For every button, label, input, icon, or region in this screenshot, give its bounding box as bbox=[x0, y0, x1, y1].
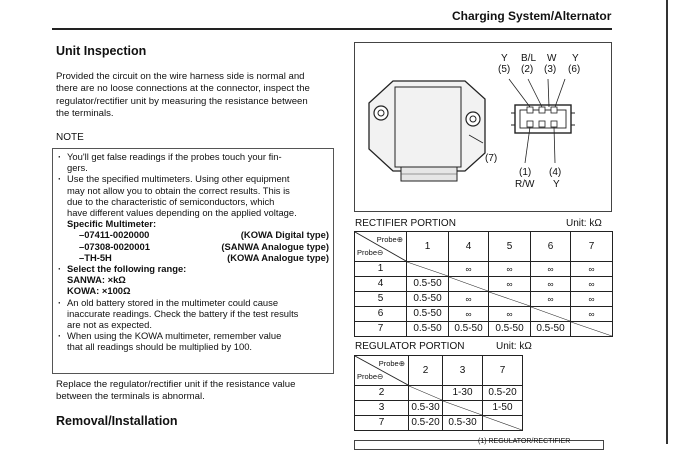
table-row bbox=[355, 322, 613, 337]
terminal-4-color: Y bbox=[553, 179, 560, 190]
resistance-cell: 0.5-50 bbox=[407, 307, 449, 322]
resistance-cell: 0.5-50 bbox=[489, 322, 531, 337]
note-bullet-range: · Select the following range: SANWA: ×kΩ KOWA: ×100Ω bbox=[57, 263, 329, 297]
terminal-1-number: (1) bbox=[519, 167, 532, 178]
resistance-cell: ∞ bbox=[531, 262, 571, 277]
terminal-4-number: (4) bbox=[549, 167, 562, 178]
note-bullet-battery: · An old battery stored in the multimeter could cause inaccurate readings. Check the battery if the test results are not as expected. bbox=[57, 297, 329, 331]
resistance-cell: ∞ bbox=[571, 277, 613, 292]
row-header: 7 bbox=[355, 322, 407, 337]
resistance-cell: ∞ bbox=[531, 292, 571, 307]
regulator-portion-title: REGULATOR PORTION bbox=[355, 341, 465, 352]
bottom-caption: (1) REGULATOR/RECTIFIER bbox=[478, 438, 571, 445]
resistance-cell: 0.5-50 bbox=[449, 322, 489, 337]
terminal-5-number: (5) bbox=[498, 64, 511, 75]
resistance-cell: 0.5-50 bbox=[407, 292, 449, 307]
resistance-cell: ∞ bbox=[489, 262, 531, 277]
resistance-cell: ∞ bbox=[571, 292, 613, 307]
table-row bbox=[355, 307, 613, 322]
specific-multimeter-heading: Specific Multimeter: bbox=[67, 218, 157, 230]
terminal-6-color: Y bbox=[572, 53, 579, 64]
row-header: 7 bbox=[355, 416, 409, 431]
terminal-2-number: (2) bbox=[521, 64, 534, 75]
diagonal-cell bbox=[483, 416, 523, 431]
diagonal-cell bbox=[449, 277, 489, 292]
column-header: 7 bbox=[571, 232, 613, 262]
resistance-cell: ∞ bbox=[449, 307, 489, 322]
note-bullet-kowa: · When using the KOWA multimeter, remember value that all readings should be multiplied by 100. bbox=[57, 330, 329, 352]
table-row bbox=[355, 292, 613, 307]
header-rule bbox=[52, 28, 612, 30]
multimeter-row: –07308-0020001 (SANWA Analogue type) bbox=[79, 240, 329, 252]
page-edge-rule bbox=[666, 0, 668, 444]
resistance-cell: ∞ bbox=[449, 262, 489, 277]
resistance-cell: 0.5-50 bbox=[407, 277, 449, 292]
table-row bbox=[355, 401, 523, 416]
regulator-table bbox=[354, 355, 523, 431]
resistance-cell: 1-30 bbox=[443, 386, 483, 401]
replace-instruction: Replace the regulator/rectifier unit if the resistance value between the terminals is abnormal. bbox=[56, 379, 296, 403]
table-row bbox=[355, 277, 613, 292]
regulator-body bbox=[355, 386, 523, 431]
row-header: 3 bbox=[355, 401, 409, 416]
rectifier-table bbox=[354, 231, 613, 337]
multimeter-row: –07411-0020000 (KOWA Digital type) bbox=[79, 229, 329, 241]
diagonal-cell bbox=[443, 401, 483, 416]
column-header: 6 bbox=[531, 232, 571, 262]
table-row bbox=[355, 262, 613, 277]
column-header: 5 bbox=[489, 232, 531, 262]
table-row bbox=[355, 386, 523, 401]
column-header: 2 bbox=[409, 356, 443, 386]
terminal-6-number: (6) bbox=[568, 64, 581, 75]
rectifier-body bbox=[355, 262, 613, 337]
resistance-cell: 0.5-30 bbox=[443, 416, 483, 431]
column-header: 1 bbox=[407, 232, 449, 262]
resistance-cell: 1-50 bbox=[483, 401, 523, 416]
note-box bbox=[52, 148, 334, 374]
table-row bbox=[355, 416, 523, 431]
regulator-diagram-box bbox=[354, 42, 612, 212]
diagonal-cell bbox=[531, 307, 571, 322]
resistance-cell: 0.5-20 bbox=[409, 416, 443, 431]
regulator-unit: Unit: kΩ bbox=[496, 341, 532, 352]
resistance-cell: ∞ bbox=[571, 307, 613, 322]
row-header: 4 bbox=[355, 277, 407, 292]
resistance-cell: 0.5-30 bbox=[409, 401, 443, 416]
terminal-2-color: B/L bbox=[521, 53, 537, 64]
rectifier-unit: Unit: kΩ bbox=[566, 218, 602, 229]
note-heading: NOTE bbox=[56, 132, 84, 143]
note-bullet-probes: · You'll get false readings if the probes touch your fin- gers. bbox=[57, 151, 329, 173]
resistance-cell: 0.5-50 bbox=[407, 322, 449, 337]
rectifier-portion-title: RECTIFIER PORTION bbox=[355, 218, 456, 229]
probe-corner-cell: Probe⊕ Probe⊖ bbox=[355, 356, 409, 386]
column-header: 7 bbox=[483, 356, 523, 386]
resistance-cell: 0.5-20 bbox=[483, 386, 523, 401]
diagonal-cell bbox=[489, 292, 531, 307]
terminal-7-number: (7) bbox=[485, 153, 498, 164]
resistance-cell: ∞ bbox=[531, 277, 571, 292]
resistance-cell: ∞ bbox=[489, 307, 531, 322]
row-header: 6 bbox=[355, 307, 407, 322]
resistance-cell: ∞ bbox=[489, 277, 531, 292]
page-header-title: Charging System/Alternator bbox=[452, 9, 612, 23]
column-header: 4 bbox=[449, 232, 489, 262]
resistance-cell: ∞ bbox=[571, 262, 613, 277]
diagonal-cell bbox=[409, 386, 443, 401]
diagonal-cell bbox=[571, 322, 613, 337]
unit-inspection-intro: Provided the circuit on the wire harness side is normal and there are no loose connections at the connector, inspect the regulator/rectifier unit by measuring the resistance between the terminals. bbox=[56, 71, 310, 120]
row-header: 2 bbox=[355, 386, 409, 401]
unit-inspection-heading: Unit Inspection bbox=[56, 44, 147, 58]
terminal-3-number: (3) bbox=[544, 64, 557, 75]
resistance-cell: 0.5-50 bbox=[531, 322, 571, 337]
diagonal-cell bbox=[407, 262, 449, 277]
multimeter-row: –TH-5H (KOWA Analogue type) bbox=[79, 251, 329, 263]
note-bullet-multimeters: · Use the specified multimeters. Using other equipment may not allow you to obtain the correct results. This is due to the characteristic of semiconductors, which have different values depending on the applied voltage. Specific Multimeter: –07411-0020000 (KOWA Digital type) –07308-0020001 (SANWA Analogue type) –TH-5H (KOWA Analogue type) bbox=[57, 173, 329, 263]
row-header: 5 bbox=[355, 292, 407, 307]
removal-installation-heading: Removal/Installation bbox=[56, 414, 178, 428]
terminal-1-color: R/W bbox=[515, 179, 535, 190]
resistance-cell: ∞ bbox=[449, 292, 489, 307]
row-header: 1 bbox=[355, 262, 407, 277]
terminal-3-color: W bbox=[547, 53, 557, 64]
terminal-5-color: Y bbox=[501, 53, 508, 64]
probe-corner-cell: Probe⊕ Probe⊖ bbox=[355, 232, 407, 262]
column-header: 3 bbox=[443, 356, 483, 386]
